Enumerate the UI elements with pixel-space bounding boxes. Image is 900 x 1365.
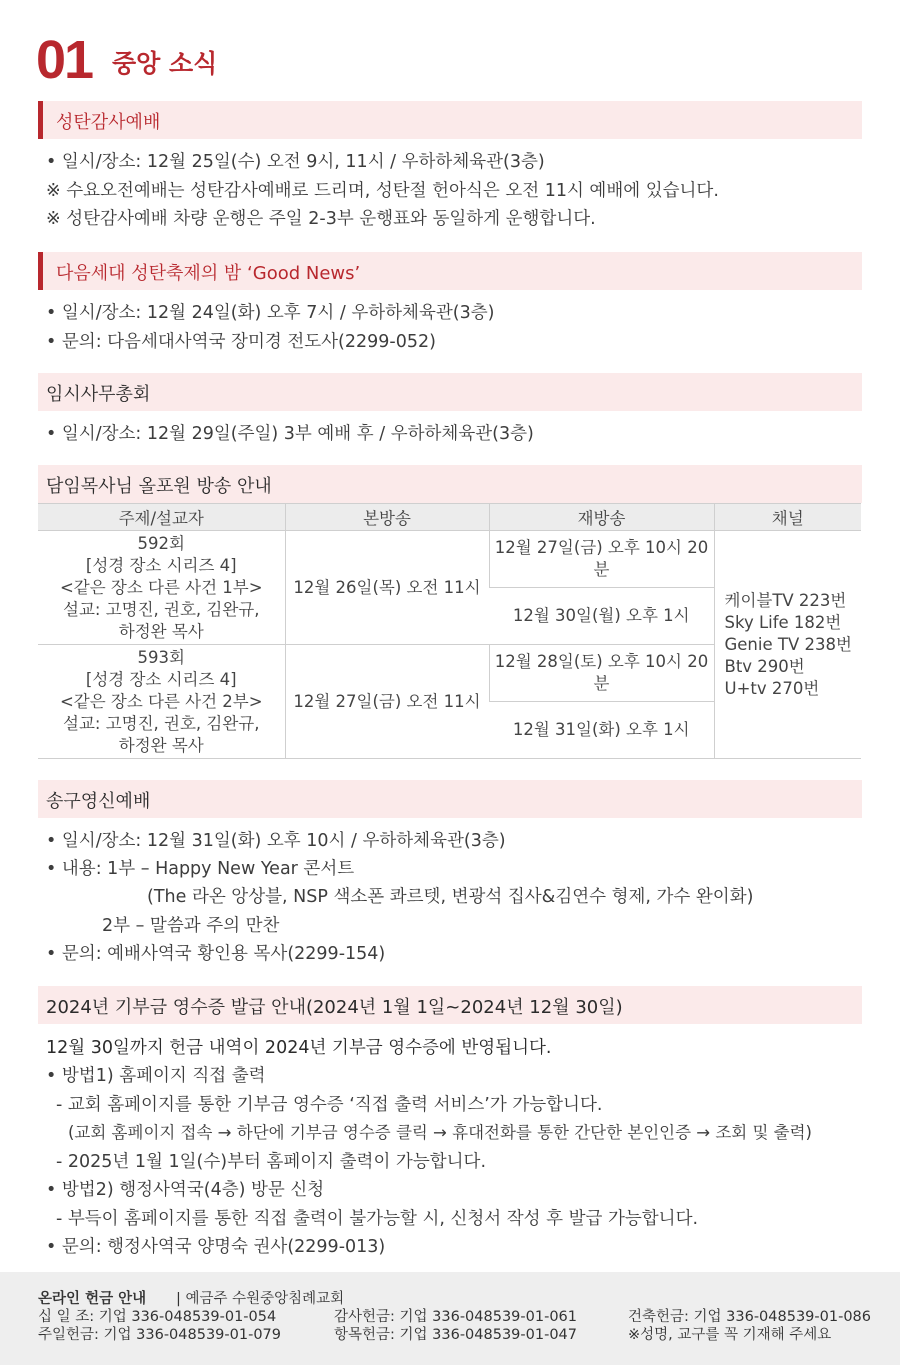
- info-line: • 문의: 예배사역국 황인용 목사(2299-154): [46, 944, 386, 964]
- info-line: • 일시/장소: 12월 24일(화) 오후 7시 / 우하하체육관(3층): [46, 303, 495, 323]
- series-name: [성경 장소 시리즈 4]: [85, 669, 237, 689]
- rerun-cell: 12월 27일(금) 오후 10시 20분: [489, 531, 714, 588]
- account-tithe: 십 일 조: 기업 336-048539-01-054: [38, 1309, 277, 1325]
- info-line: (The 라온 앙상블, NSP 색소폰 콰르텟, 변광석 집사&김연수 형제, 가수 완이화): [147, 887, 754, 907]
- section-title: 성탄감사예배: [56, 112, 161, 133]
- channel-item: Btv 290번: [724, 656, 805, 676]
- preachers: 설교: 고명진, 권호, 김완규,: [63, 713, 260, 733]
- rerun-cell: 12월 31일(화) 오후 1시: [489, 702, 714, 759]
- rerun-cell: 12월 30일(월) 오후 1시: [489, 588, 714, 645]
- section-title: 임시사무총회: [46, 384, 151, 405]
- note-line: ※ 성탄감사예배 차량 운행은 주일 2-3부 운행표와 동일하게 운행합니다.: [46, 209, 596, 229]
- info-line: 12월 30일까지 헌금 내역이 2024년 기부금 영수증에 반영됩니다.: [46, 1038, 552, 1058]
- section-title: 2024년 기부금 영수증 발급 안내(2024년 1월 1일~2024년 12월 30일): [46, 997, 623, 1018]
- info-line: - 부득이 홈페이지를 통한 직접 출력이 불가능할 시, 신청서 작성 후 발급 가능합니다.: [56, 1209, 699, 1229]
- info-line: • 문의: 행정사역국 양명숙 권사(2299-013): [46, 1237, 386, 1257]
- account-holder: | 예금주 수원중앙침례교회: [176, 1291, 345, 1307]
- section-title: 송구영신예배: [46, 791, 151, 812]
- info-line: • 방법2) 행정사역국(4층) 방문 신청: [46, 1180, 325, 1200]
- info-line: • 내용: 1부 – Happy New Year 콘서트: [46, 859, 355, 879]
- info-line: • 문의: 다음세대사역국 장미경 전도사(2299-052): [46, 332, 436, 352]
- section-title: 다음세대 성탄축제의 밤 ‘Good News’: [56, 263, 361, 284]
- broadcast-table: [38, 503, 861, 759]
- info-line: - 2025년 1월 1일(수)부터 홈페이지 출력이 가능합니다.: [56, 1152, 487, 1172]
- episode-title: <같은 장소 다른 사건 1부>: [59, 577, 263, 597]
- info-line: • 일시/장소: 12월 29일(주일) 3부 예배 후 / 우하하체육관(3층): [46, 424, 534, 444]
- table-header-row: [38, 504, 861, 531]
- channel-item: Genie TV 238번: [724, 634, 852, 654]
- column-header-rerun: 재방송: [489, 504, 714, 531]
- account-building: 건축헌금: 기업 336-048539-01-086: [628, 1309, 871, 1325]
- preachers: 설교: 고명진, 권호, 김완규,: [63, 599, 260, 619]
- section-header-broadcast: [38, 465, 862, 503]
- section-title: 담임목사님 올포원 방송 안내: [46, 476, 272, 497]
- column-header-main: 본방송: [285, 504, 489, 531]
- account-sunday: 주일헌금: 기업 336-048539-01-079: [38, 1327, 281, 1343]
- section-header-receipt: [38, 986, 862, 1024]
- preachers: 하정완 목사: [118, 621, 204, 641]
- section-header-goodnews: [38, 252, 862, 290]
- info-line: • 일시/장소: 12월 31일(화) 오후 10시 / 우하하체육관(3층): [46, 831, 506, 851]
- page-title: 중앙 소식: [112, 49, 218, 78]
- section-header-christmas: [38, 101, 862, 139]
- topic-cell: [38, 645, 285, 759]
- section-header-newyear: [38, 780, 862, 818]
- section-number: 01: [36, 30, 93, 90]
- main-broadcast-cell: 12월 26일(목) 오전 11시: [285, 531, 489, 645]
- info-line: • 방법1) 홈페이지 직접 출력: [46, 1066, 266, 1086]
- channel-cell: [714, 531, 861, 759]
- topic-cell: [38, 531, 285, 645]
- footer-note: ※성명, 교구를 꼭 기재해 주세요: [628, 1327, 832, 1343]
- column-header-channel: 채널: [714, 504, 861, 531]
- footer-heading: 온라인 헌금 안내: [38, 1291, 147, 1307]
- episode-number: 593회: [137, 647, 185, 667]
- online-offering-footer: [0, 1272, 900, 1365]
- rerun-cell: 12월 28일(토) 오후 10시 20분: [489, 645, 714, 702]
- episode-title: <같은 장소 다른 사건 2부>: [59, 691, 263, 711]
- account-item: 항목헌금: 기업 336-048539-01-047: [334, 1327, 577, 1343]
- column-header-topic: 주제/설교자: [38, 504, 285, 531]
- section-header-assembly: [38, 373, 862, 411]
- info-line: • 일시/장소: 12월 25일(수) 오전 9시, 11시 / 우하하체육관(3층): [46, 152, 545, 172]
- series-name: [성경 장소 시리즈 4]: [85, 555, 237, 575]
- episode-number: 592회: [137, 533, 185, 553]
- note-line: ※ 수요오전예배는 성탄감사예배로 드리며, 성탄절 헌아식은 오전 11시 예배에 있습니다.: [46, 181, 719, 201]
- info-line: - 교회 홈페이지를 통한 기부금 영수증 ‘직접 출력 서비스’가 가능합니다.: [56, 1095, 603, 1115]
- channel-item: 케이블TV 223번: [724, 590, 847, 610]
- main-broadcast-cell: 12월 27일(금) 오전 11시: [285, 645, 489, 759]
- channel-item: Sky Life 182번: [724, 612, 842, 632]
- channel-item: U+tv 270번: [724, 678, 820, 698]
- info-line: 2부 – 말씀과 주의 만찬: [102, 916, 280, 936]
- account-thanks: 감사헌금: 기업 336-048539-01-061: [334, 1309, 577, 1325]
- info-line: (교회 홈페이지 접속 → 하단에 기부금 영수증 클릭 → 휴대전화를 통한 간단한 본인인증 → 조회 및 출력): [68, 1123, 812, 1142]
- preachers: 하정완 목사: [118, 735, 204, 755]
- table-row: [38, 531, 861, 588]
